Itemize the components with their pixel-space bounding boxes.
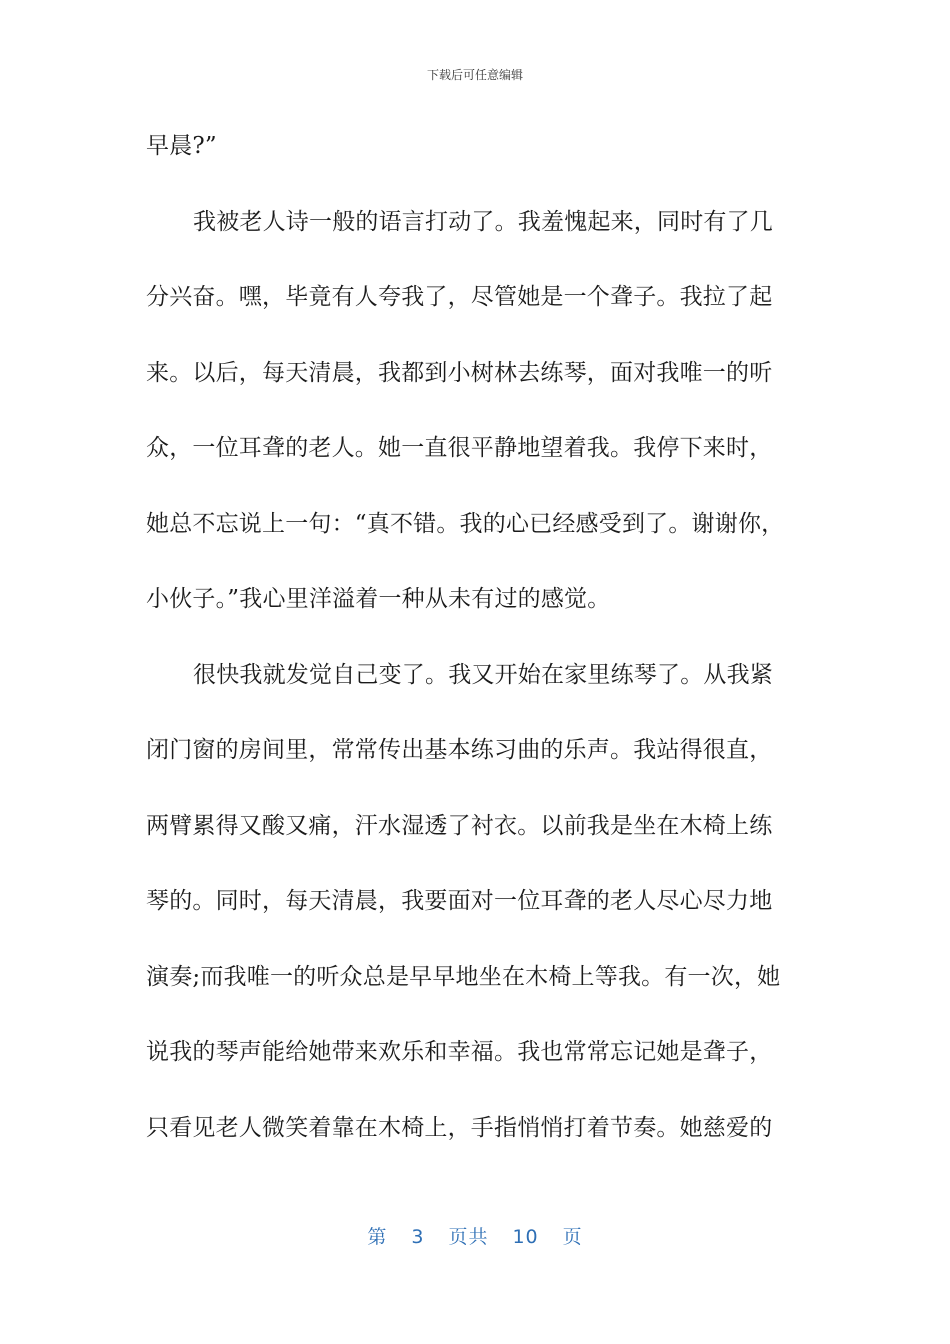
page-header: 下载后可任意编辑 bbox=[426, 68, 523, 82]
body-line: 分兴奋。嘿，毕竟有人夸我了，尽管她是一个聋子。我拉了起 bbox=[146, 284, 773, 310]
footer-total-pages: 10 bbox=[512, 1226, 539, 1248]
body-line: 小伙子。”我心里洋溢着一种从未有过的感觉。 bbox=[146, 586, 611, 612]
body-line: 早晨?” bbox=[146, 133, 217, 159]
footer-label-end: 页 bbox=[562, 1226, 583, 1248]
body-line: 两臂累得又酸又痛，汗水湿透了衬衣。以前我是坐在木椅上练 bbox=[146, 812, 773, 839]
body-line: 我被老人诗一般的语言打动了。我羞愧起来，同时有了几 bbox=[193, 208, 773, 235]
footer-label-of: 页共 bbox=[448, 1226, 489, 1248]
body-line: 只看见老人微笑着靠在木椅上，手指悄悄打着节奏。她慈爱的 bbox=[146, 1114, 773, 1141]
footer-current-page: 3 bbox=[411, 1226, 425, 1248]
footer-label-page: 第 bbox=[367, 1226, 388, 1248]
page-footer bbox=[0, 1222, 950, 1249]
body-line: 来。以后，每天清晨，我都到小树林去练琴，面对我唯一的听 bbox=[146, 359, 773, 386]
body-line: 说我的琴声能给她带来欢乐和幸福。我也常常忘记她是聋子， bbox=[146, 1039, 773, 1065]
body-line: 很快我就发觉自己变了。我又开始在家里练琴了。从我紧 bbox=[193, 661, 773, 688]
body-text bbox=[146, 124, 816, 1181]
body-line: 演奏;而我唯一的听众总是早早地坐在木椅上等我。有一次，她 bbox=[146, 963, 781, 990]
body-line: 她总不忘说上一句：“真不错。我的心已经感受到了。谢谢你， bbox=[146, 510, 785, 537]
body-line: 琴的。同时，每天清晨，我要面对一位耳聋的老人尽心尽力地 bbox=[146, 888, 773, 914]
body-line: 闭门窗的房间里，常常传出基本练习曲的乐声。我站得很直， bbox=[146, 737, 773, 763]
body-line: 众，一位耳聋的老人。她一直很平静地望着我。我停下来时， bbox=[146, 435, 773, 461]
